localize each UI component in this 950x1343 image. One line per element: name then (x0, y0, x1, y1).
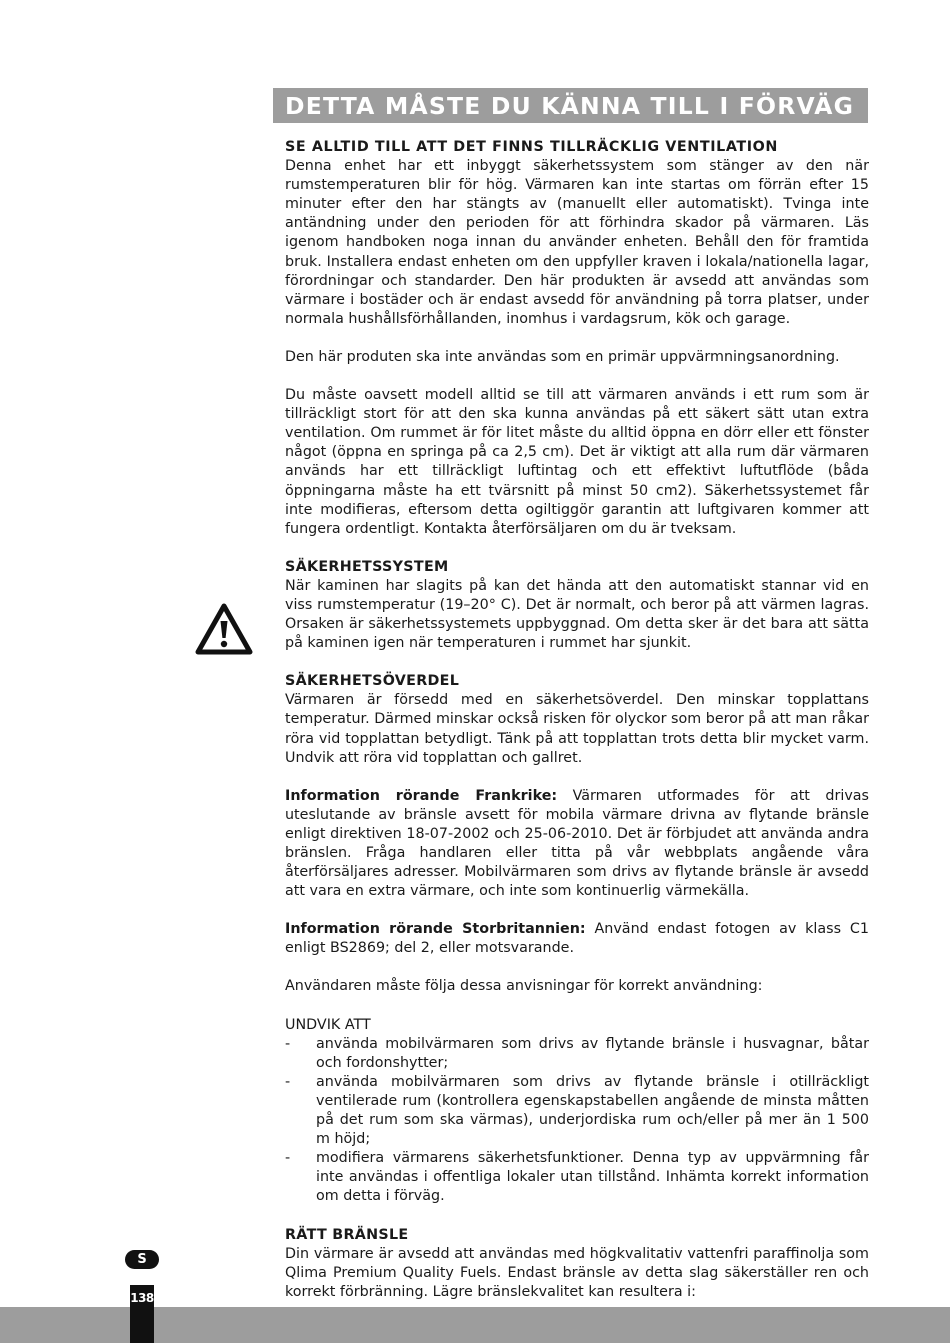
page-number: 138 (130, 1291, 154, 1305)
page-title: DETTA MÅSTE DU KÄNNA TILL I FÖRVÄG (273, 88, 868, 123)
list-item (285, 1149, 869, 1206)
paragraph-fuel: Din värmare är avsedd att användas med högkvalitativ vattenfri paraffinolja som Qlima Premium Quality Fuels. Endast bränsle av detta slag säkerställer ren och korrekt förbränning. Lägre bränslekvalitet kan resultera i: (285, 1245, 869, 1300)
paragraph-france (285, 787, 869, 902)
avoid-list (285, 1035, 869, 1207)
list-item (285, 1073, 869, 1149)
uk-label: Information rörande Storbritannien: (285, 921, 586, 938)
uk-text: Använd endast fotogen av klass C1 enligt BS2869; del 2, eller motsvarande. (285, 921, 869, 957)
paragraph-safety-cover: Värmaren är försedd med en säkerhetsöverdel. Den minskar topplattans temperatur. Därmed minskar också risken för olyckor som beror på att man råkar röra vid topplattan betydligt. Tänk på att topplattan trots detta blir mycket varm. Undvik att röra vid topplattan och gallret. (285, 692, 869, 766)
list-item (285, 1035, 869, 1073)
list-item-text: modifiera värmarens säkerhetsfunktioner. Denna typ av uppvärmning får inte användas i offentliga lokaler utan tillstånd. Inhämta korrekt information om detta i förväg. (316, 1150, 869, 1205)
warning-triangle-icon (195, 603, 253, 655)
france-label: Information rörande Frankrike: (285, 787, 558, 804)
paragraph-ventilation-1: Denna enhet har ett inbyggt säkerhetssystem som stänger av den när rumstemperaturen blir för hög. Värmaren kan inte startas om förrän efter 15 minuter efter den har stängts av (manuellt eller automatiskt). Tvinga inte antändning under den perioden för att förhindra skador på värmaren. Läs igenom handboken noga innan du använder enheten. Behåll den för framtida bruk. Installera endast enheten om den uppfyller kraven i lokala/nationella lagar, förordningar och standarder. Den här produkten är avsedd att användas som värmare i bostäder och är endast avsedd för användning på torra platser, under normala hushållsförhållanden, inomhus i vardagsrum, kök och garage. (285, 158, 869, 327)
list-item-text: använda mobilvärmaren som drivs av flytande bränsle i otillräckligt ventilerade rum (kontrollera egenskapstabellen angående de minsta måtten på det rum som ska värmas), underjordiska rum och/eller på mer än 1 500 m höjd; (316, 1073, 869, 1148)
paragraph-instructions: Användaren måste följa dessa anvisningar för korrekt användning: (285, 978, 763, 995)
paragraph-uk (285, 920, 869, 958)
list-dash: - (285, 1035, 291, 1052)
france-text: Värmaren utformades för att drivas uteslutande av bränsle avsett för mobila värmare drivna av flytande bränsle enligt direktiven 18-07-2002 och 25-06-2010. Det är förbjudet att använda andra bränslen. Fråga handlaren eller titta på vår webbplats angående våra återförsäljares adresser. Mobilvärmaren som drivs av flytande bränsle är avsedd att vara en extra värmare, och inte som kontinuerlig värmekälla. (285, 787, 869, 900)
page-number-tab (130, 1285, 154, 1343)
section-heading-safety-system: SÄKERHETSSYSTEM (285, 558, 449, 575)
list-dash: - (285, 1073, 291, 1090)
paragraph-ventilation-2: Den här produten ska inte användas som en primär uppvärmningsanordning. (285, 348, 840, 365)
section-heading-fuel: RÄTT BRÄNSLE (285, 1226, 409, 1243)
paragraph-safety-system: När kaminen har slagits på kan det hända att den automatiskt stannar vid en viss rumstemperatur (19–20° C). Det är normalt, och beror på att värmen lagras. Orsaken är säkerhetssystemets uppbyggnad. Om detta sker är det bara att sätta på kaminen igen när temperaturen i rummet har sjunkit. (285, 577, 869, 652)
paragraph-ventilation-3: Du måste oavsett modell alltid se till att värmaren används i ett rum som är tillräckligt stort för att den ska kunna användas på ett säkert sätt utan extra ventilation. Om rummet är för litet måste du alltid öppna en dörr eller ett fönster något (öppna en springa på ca 2,5 cm). Det är viktigt att alla rum där värmaren används har ett tillräckligt luftintag och ett effektivt luftutflöde (båda öppningarna måste ha ett tvärsnitt på minst 50 cm2). Säkerhetssystemet får inte modifieras, eftersom detta ogiltiggör garantin att luftgivaren kommer att fungera ordentligt. Kontakta återförsäljaren om du är tveksam. (285, 387, 869, 537)
list-item-text: använda mobilvärmaren som drivs av flytande bränsle i husvagnar, båtar och fordonshytter; (316, 1035, 869, 1071)
language-badge: S (125, 1250, 159, 1269)
document-body (285, 138, 869, 1302)
section-heading-safety-cover: SÄKERHETSÖVERDEL (285, 673, 460, 690)
avoid-heading: UNDVIK ATT (285, 1016, 371, 1033)
section-heading-ventilation: SE ALLTID TILL ATT DET FINNS TILLRÄCKLIG VENTILATION (285, 139, 778, 155)
list-dash: - (285, 1150, 291, 1167)
